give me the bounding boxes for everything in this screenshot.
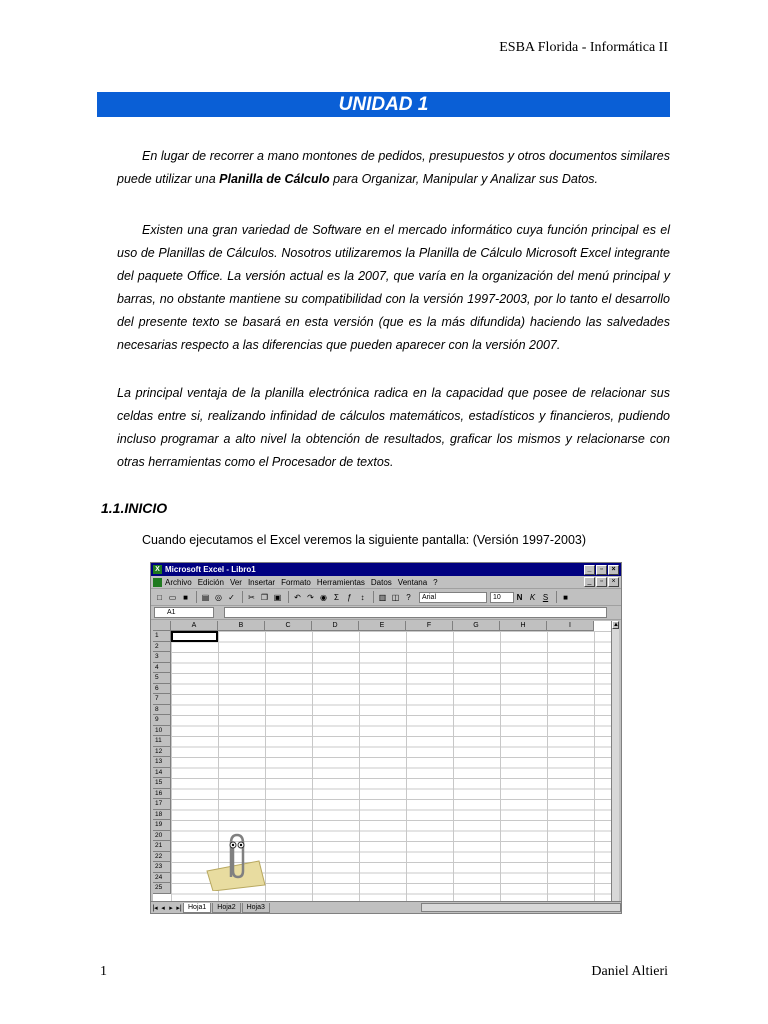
column-header: B [218, 621, 265, 631]
row-header: 14 [153, 768, 171, 779]
copy-icon: ❐ [260, 592, 269, 602]
row-header: 2 [153, 642, 171, 653]
column-header: A [171, 621, 218, 631]
autosum-icon: Σ [334, 592, 339, 602]
select-all-corner [153, 621, 171, 631]
row-header: 5 [153, 673, 171, 684]
sort-icon: ↕ [360, 592, 365, 602]
row-header: 4 [153, 663, 171, 674]
menu-item: Ver [229, 577, 242, 587]
menu-item: Ventana [397, 577, 428, 587]
unit-title-banner: UNIDAD 1 [97, 92, 670, 117]
function-icon: ƒ [347, 592, 352, 602]
menu-item: Datos [370, 577, 392, 587]
minimize-icon: _ [584, 565, 595, 575]
paste-icon: ▣ [273, 592, 282, 602]
spreadsheet-grid [153, 621, 619, 901]
column-headers [153, 621, 594, 631]
preview-icon: ◎ [215, 592, 222, 602]
fill-color-icon: ■ [563, 592, 568, 602]
maximize-icon: ▫ [596, 565, 607, 575]
row-header: 23 [153, 862, 171, 873]
doc-minimize-icon: _ [584, 577, 595, 587]
row-header: 13 [153, 757, 171, 768]
column-header: H [500, 621, 547, 631]
menu-item: Archivo [165, 577, 192, 587]
open-folder-icon: ▭ [168, 592, 177, 602]
page-number: 1 [100, 964, 107, 979]
menu-item: ? [433, 577, 438, 587]
sheet-tab: Hoja3 [242, 903, 270, 913]
column-header: G [453, 621, 500, 631]
office-assistant-clippy-icon [203, 831, 267, 891]
page-header: ESBA Florida - Informática II [499, 40, 668, 55]
row-header: 7 [153, 694, 171, 705]
redo-icon: ↷ [307, 592, 314, 602]
paragraph-1-bold: Planilla de Cálculo [219, 172, 330, 186]
excel-formula-bar [151, 606, 621, 620]
paragraph-2-text: Existen una gran variedad de Software en el mercado informático cuya función principal es el uso de Planillas de Cálculos. Nosotros utilizaremos la Planilla de Cálculo Microsoft Excel integrante del paquete Office. La versión actual es la 2007, que varía en la organización del menú principal y barras, no obstante mantiene su compatibilidad con la versión 1997-2003, por lo tanto el desarrollo del presente texto se basará en esta versión (que es la más difundida) haciendo las salvedades necesarias respecto a las diferencias que pueden aparecer con la versión 2007. [117, 223, 670, 352]
row-header: 19 [153, 820, 171, 831]
formula-input [224, 607, 607, 618]
spelling-icon: ✓ [228, 592, 235, 602]
sheet-tab: Hoja1 [183, 903, 211, 913]
row-header: 11 [153, 736, 171, 747]
next-sheet-icon: ▸ [169, 904, 173, 912]
row-header: 6 [153, 684, 171, 695]
row-header: 1 [153, 631, 171, 642]
row-header: 9 [153, 715, 171, 726]
help-icon: ? [406, 592, 411, 602]
paragraph-1 [117, 145, 670, 191]
paragraph-3 [117, 382, 670, 474]
excel-toolbar [151, 589, 621, 606]
font-size-box: 10 [490, 592, 514, 603]
bold-icon: N [516, 592, 523, 602]
footer-author: Daniel Altieri [591, 964, 668, 979]
row-header: 17 [153, 799, 171, 810]
row-header: 16 [153, 789, 171, 800]
doc-close-icon: × [608, 577, 619, 587]
paragraph-2 [117, 219, 670, 357]
menu-item: Insertar [247, 577, 276, 587]
row-header: 8 [153, 705, 171, 716]
horizontal-scrollbar [421, 903, 621, 912]
prev-sheet-icon: ◂ [161, 904, 165, 912]
sheet-tab: Hoja2 [212, 903, 240, 913]
row-headers [153, 631, 171, 894]
excel-screenshot [150, 562, 622, 914]
active-cell [171, 631, 218, 642]
section-heading: 1.1.INICIO [101, 500, 168, 516]
underline-icon: S [542, 592, 549, 602]
row-header: 21 [153, 841, 171, 852]
row-header: 10 [153, 726, 171, 737]
close-icon: × [608, 565, 619, 575]
scroll-up-icon: ▲ [613, 622, 619, 628]
print-icon: ▤ [201, 592, 210, 602]
row-header: 24 [153, 873, 171, 884]
map-icon: ◫ [391, 592, 400, 602]
menu-item: Formato [281, 577, 311, 587]
paragraph-3-text: La principal ventaja de la planilla electrónica radica en la capacidad que posee de relacionar sus celdas entre si, realizando infinidad de cálculos matemáticos, estadísticos y financieros, pudiendo incluso programar a alto nivel la obtención de resultados, graficar los mismos y relacionarse con otras herramientas como el Procesador de textos. [117, 386, 670, 469]
paragraph-1-end: para Organizar, Manipular y Analizar sus Datos. [329, 172, 599, 186]
sheet-tab-bar [151, 901, 621, 913]
row-header: 12 [153, 747, 171, 758]
column-header: I [547, 621, 594, 631]
vertical-scrollbar [611, 621, 619, 901]
first-sheet-icon: |◂ [152, 904, 158, 912]
name-box: A1 [154, 607, 214, 618]
column-header: C [265, 621, 312, 631]
italic-icon: K [529, 592, 536, 602]
excel-menubar [151, 576, 621, 589]
excel-app-icon: X [153, 565, 162, 574]
save-icon: ■ [183, 592, 188, 602]
paragraph-1-start: En lugar de recorrer a mano montones de pedidos, presupuestos y otros documentos similares puede utilizar una [117, 149, 670, 186]
column-header: F [406, 621, 453, 631]
section-intro: Cuando ejecutamos el Excel veremos la siguiente pantalla: (Versión 1997-2003) [142, 533, 587, 547]
row-header: 25 [153, 883, 171, 894]
workbook-icon [153, 578, 162, 587]
font-name-box: Arial [419, 592, 487, 603]
row-header: 20 [153, 831, 171, 842]
excel-titlebar [151, 563, 621, 576]
excel-window-title: Microsoft Excel - Libro1 [165, 565, 256, 574]
menu-item: Herramientas [316, 577, 365, 587]
doc-restore-icon: ▫ [596, 577, 607, 587]
chart-icon: ▥ [378, 592, 387, 602]
new-file-icon: □ [157, 592, 162, 602]
column-header: E [359, 621, 406, 631]
row-header: 3 [153, 652, 171, 663]
undo-icon: ↶ [294, 592, 301, 602]
hyperlink-icon: ◉ [320, 592, 327, 602]
row-header: 18 [153, 810, 171, 821]
row-header: 22 [153, 852, 171, 863]
row-header: 15 [153, 778, 171, 789]
cut-icon: ✂ [248, 592, 255, 602]
menu-item: Edición [197, 577, 224, 587]
column-header: D [312, 621, 359, 631]
last-sheet-icon: ▸| [176, 904, 182, 912]
